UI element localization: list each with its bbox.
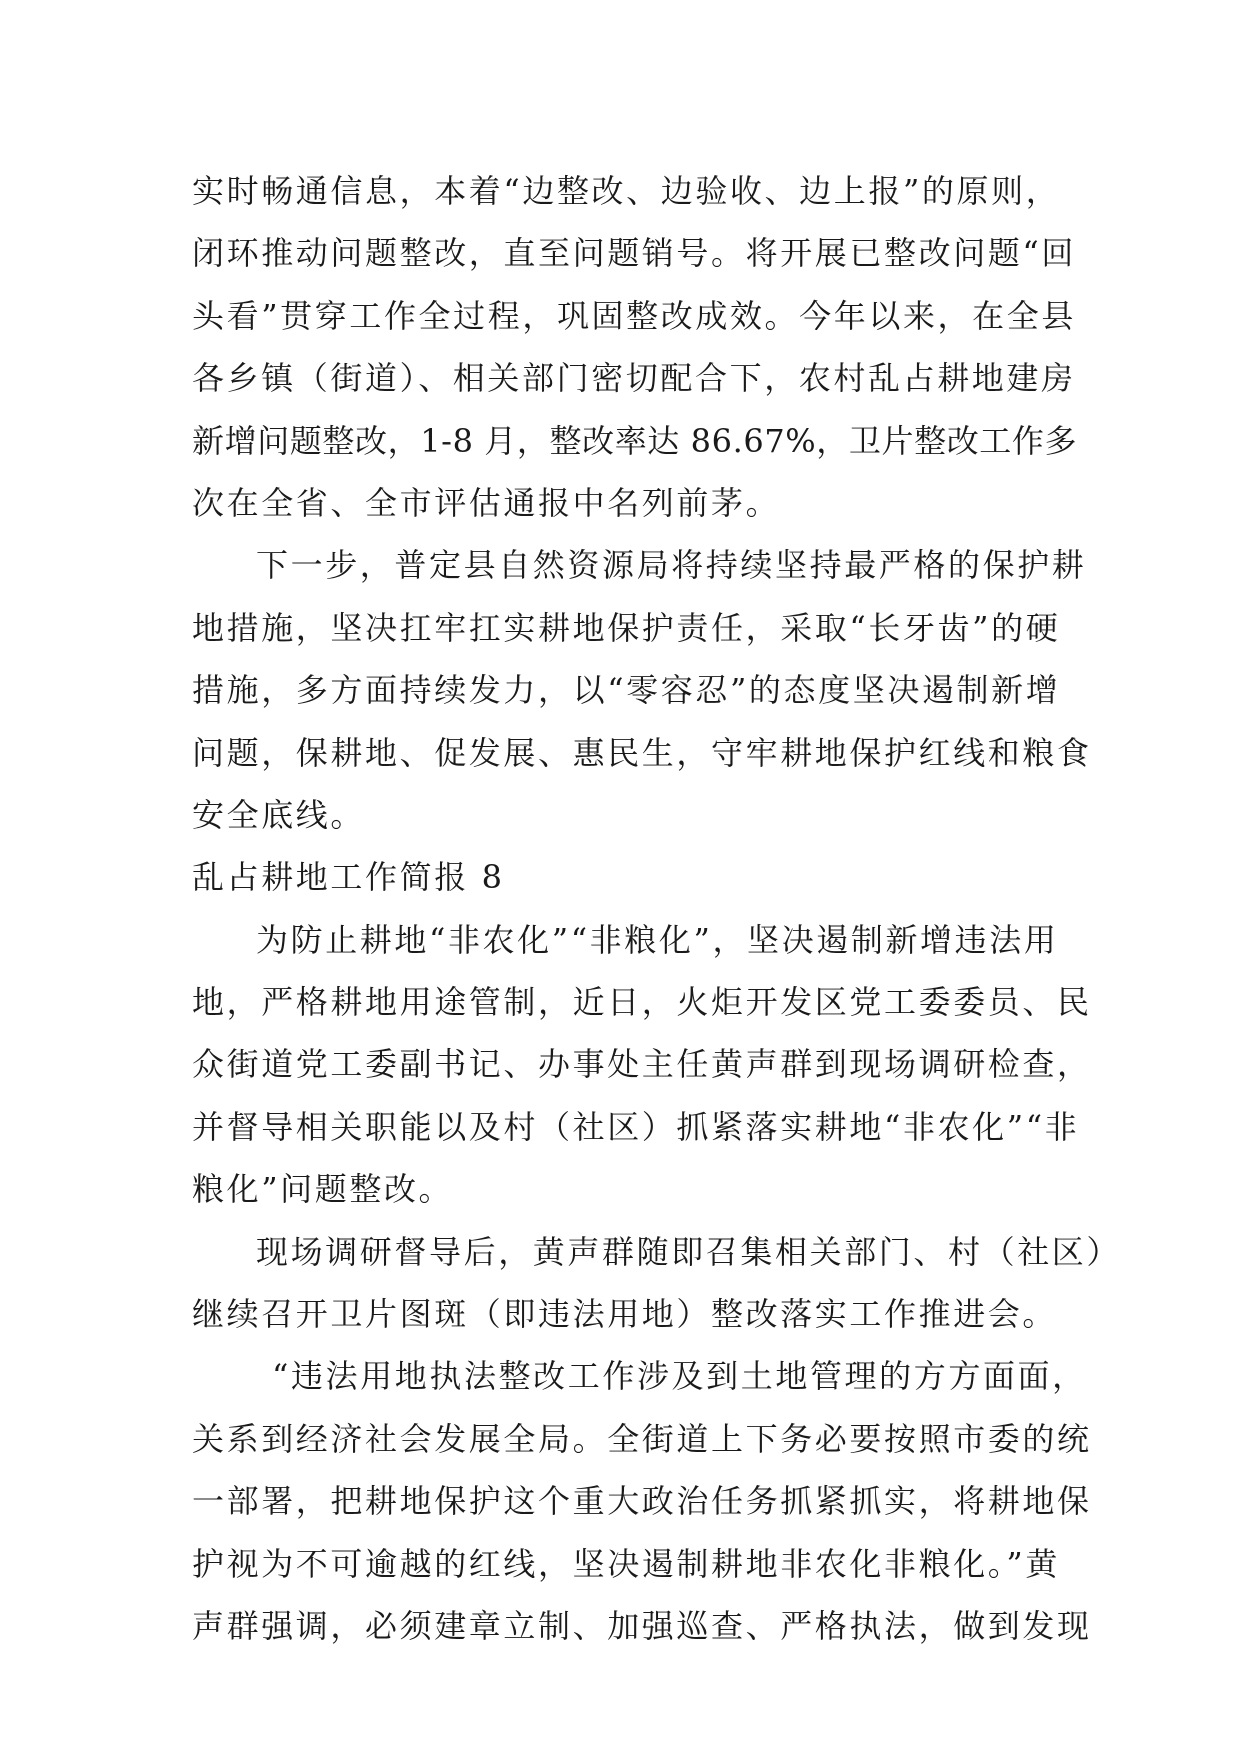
text-line: 安全底线。 bbox=[192, 795, 366, 834]
paragraph-intro bbox=[192, 909, 1092, 1221]
text-line: “违法用地执法整改工作涉及到土地管理的方方面面， bbox=[272, 1357, 1087, 1396]
text-line: 粮化”问题整改。 bbox=[192, 1170, 454, 1209]
text-line: 继续召开卫片图斑（即违法用地）整改落实工作推进会。 bbox=[192, 1295, 1058, 1334]
paragraph-next-steps bbox=[192, 534, 1092, 846]
text-line: 新增问题整改，1-8 月，整改率达 86.67%，卫片整改工作多 bbox=[192, 421, 1078, 460]
text-line: 现场调研督导后，黄声群随即召集相关部门、村（社区） bbox=[256, 1232, 1122, 1271]
text-line: 声群强调，必须建章立制、加强巡查、严格执法，做到发现 bbox=[192, 1606, 1092, 1645]
paragraph-meeting bbox=[192, 1221, 1122, 1346]
text-line: 关系到经济社会发展全局。全街道上下务必要按照市委的统 bbox=[192, 1419, 1092, 1458]
document-body bbox=[192, 160, 1122, 1657]
paragraph-quote bbox=[192, 1345, 1092, 1657]
text-line: 众街道党工委副书记、办事处主任黄声群到现场调研检查， bbox=[192, 1045, 1092, 1084]
text-line: 并督导相关职能以及村（社区）抓紧落实耕地“非农化”“非 bbox=[192, 1107, 1080, 1146]
text-line: 一部署，把耕地保护这个重大政治任务抓紧抓实，将耕地保 bbox=[192, 1482, 1092, 1521]
text-line: 问题，保耕地、促发展、惠民生，守牢耕地保护红线和粮食 bbox=[192, 733, 1092, 772]
text-line: 地措施，坚决扛牢扛实耕地保护责任，采取“长牙齿”的硬 bbox=[192, 608, 1061, 647]
text-line: 各乡镇（街道）、相关部门密切配合下，农村乱占耕地建房 bbox=[192, 359, 1076, 398]
text-line: 头看”贯穿工作全过程，巩固整改成效。今年以来，在全县 bbox=[192, 296, 1076, 335]
text-line: 次在全省、全市评估通报中名列前茅。 bbox=[192, 483, 781, 522]
text-line: 闭环推动问题整改，直至问题销号。将开展已整改问题“回 bbox=[192, 234, 1076, 273]
text-line: 地，严格耕地用途管制，近日，火炬开发区党工委委员、民 bbox=[192, 983, 1092, 1022]
section-title: 乱占耕地工作简报 8 bbox=[192, 858, 505, 897]
text-line: 下一步，普定县自然资源局将持续坚持最严格的保护耕 bbox=[256, 546, 1087, 585]
text-line: 措施，多方面持续发力，以“零容忍”的态度坚决遏制新增 bbox=[192, 671, 1061, 710]
text-line: 为防止耕地“非农化”“非粮化”，坚决遏制新增违法用 bbox=[256, 920, 1059, 959]
text-line: 护视为不可逾越的红线，坚决遏制耕地非农化非粮化。”黄 bbox=[192, 1544, 1060, 1583]
text-line: 实时畅通信息，本着“边整改、边验收、边上报”的原则， bbox=[192, 172, 1061, 210]
paragraph-continuation bbox=[192, 160, 1078, 534]
